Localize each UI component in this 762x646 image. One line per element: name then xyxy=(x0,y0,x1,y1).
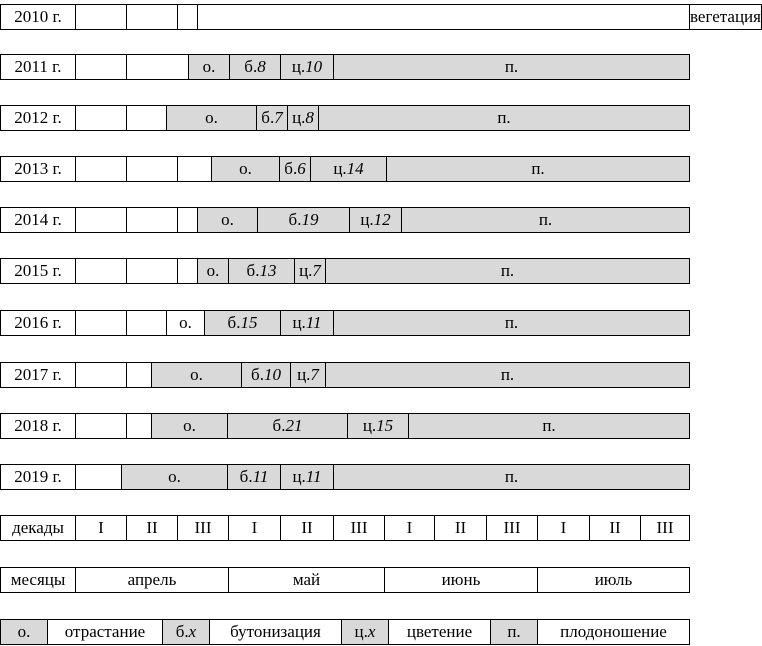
phase-flowering-days: 7 xyxy=(310,365,319,384)
legend-code-label: б. xyxy=(175,622,189,641)
phase-flowering-label: ц. xyxy=(362,416,377,435)
phase-regrowth xyxy=(211,156,280,182)
phase-regrowth xyxy=(166,105,257,131)
phase-flowering-label: ц. xyxy=(292,313,306,332)
empty-cell xyxy=(75,258,127,284)
months-label: месяцы xyxy=(0,567,76,593)
phase-budding xyxy=(204,310,281,336)
year-label: 2018 г. xyxy=(0,413,76,439)
phase-regrowth xyxy=(197,258,229,284)
phase-flowering-days: 11 xyxy=(305,467,322,486)
phase-flowering xyxy=(280,310,334,336)
month-cell: июнь xyxy=(384,567,538,593)
legend-code xyxy=(341,619,389,645)
phase-fruiting xyxy=(318,105,690,131)
year-label: 2010 г. xyxy=(0,4,76,30)
phase-regrowth xyxy=(188,54,230,80)
months-row xyxy=(0,567,694,593)
empty-cell xyxy=(126,362,152,388)
year-label: 2017 г. xyxy=(0,362,76,388)
year-label: 2019 г. xyxy=(0,464,76,490)
legend-text: бутонизация xyxy=(209,619,342,645)
phase-budding-days: 11 xyxy=(252,467,269,486)
decade-cell: III xyxy=(486,515,538,541)
phase-flowering xyxy=(280,464,334,490)
year-row xyxy=(0,4,761,30)
phase-budding-label: б. xyxy=(227,313,241,332)
phase-budding xyxy=(256,105,288,131)
phase-budding-days: 6 xyxy=(297,159,306,178)
phase-budding xyxy=(228,258,295,284)
phase-budding xyxy=(229,54,281,80)
phase-fruiting xyxy=(333,54,690,80)
empty-cell xyxy=(197,4,690,30)
phase-budding xyxy=(227,464,281,490)
decades-label: декады xyxy=(0,515,76,541)
month-cell: июль xyxy=(537,567,690,593)
decade-cell: III xyxy=(640,515,690,541)
year-row xyxy=(0,464,694,490)
phase-flowering-days: 11 xyxy=(305,313,322,332)
year-label: 2016 г. xyxy=(0,310,76,336)
phase-regrowth xyxy=(166,310,205,336)
legend-code xyxy=(162,619,210,645)
phase-flowering-label: ц. xyxy=(333,159,347,178)
phase-fruiting-label: п. xyxy=(504,313,519,332)
phase-regrowth-label: о. xyxy=(202,57,216,76)
year-row xyxy=(0,310,694,336)
legend-code-label: п. xyxy=(507,622,521,641)
phase-budding xyxy=(257,207,350,233)
phase-flowering-days: 14 xyxy=(346,159,364,178)
phase-regrowth xyxy=(197,207,258,233)
phase-regrowth-label: о. xyxy=(205,108,218,127)
empty-cell xyxy=(75,362,127,388)
phase-budding-days: 13 xyxy=(259,261,277,280)
phase-regrowth-label: о. xyxy=(183,416,196,435)
phase-flowering xyxy=(280,54,334,80)
phase-fruiting-label: п. xyxy=(504,57,519,76)
empty-cell xyxy=(177,4,198,30)
phase-budding-label: б. xyxy=(244,57,258,76)
year-label: 2014 г. xyxy=(0,207,76,233)
phase-budding xyxy=(227,413,348,439)
empty-cell xyxy=(75,4,127,30)
phase-regrowth xyxy=(121,464,228,490)
phase-fruiting xyxy=(333,310,690,336)
year-row xyxy=(0,258,694,284)
decade-cell: I xyxy=(228,515,281,541)
phase-flowering-label: ц. xyxy=(291,57,306,76)
decade-cell: III xyxy=(333,515,385,541)
empty-cell xyxy=(75,207,127,233)
year-row xyxy=(0,156,694,182)
phase-fruiting-label: п. xyxy=(538,210,553,229)
legend-row xyxy=(0,619,694,645)
phase-budding xyxy=(241,362,291,388)
decade-cell: II xyxy=(126,515,178,541)
decade-cell: II xyxy=(434,515,487,541)
phase-flowering xyxy=(294,258,326,284)
phase-flowering-days: 8 xyxy=(305,108,314,127)
phase-fruiting-label: п. xyxy=(542,416,556,435)
phase-regrowth-label: о. xyxy=(206,261,220,280)
phase-flowering-label: ц. xyxy=(292,108,306,127)
empty-cell xyxy=(75,310,127,336)
empty-cell xyxy=(177,258,198,284)
phase-flowering-label: ц. xyxy=(360,210,374,229)
phase-flowering xyxy=(349,207,402,233)
phase-budding-label: б. xyxy=(261,108,275,127)
phase-budding-days: 15 xyxy=(240,313,258,332)
phase-flowering xyxy=(310,156,387,182)
phase-flowering-label: ц. xyxy=(299,261,313,280)
empty-cell xyxy=(75,464,122,490)
phase-regrowth xyxy=(151,362,242,388)
year-row xyxy=(0,362,694,388)
phase-flowering-days: 12 xyxy=(373,210,391,229)
phase-vegetation-label: вегетация xyxy=(690,7,761,26)
phase-budding-days: 19 xyxy=(301,210,319,229)
legend-code-var: x xyxy=(367,622,376,641)
phase-fruiting-label: п. xyxy=(531,159,545,178)
decade-cell: III xyxy=(177,515,229,541)
phase-flowering-label: ц. xyxy=(297,365,311,384)
phase-fruiting xyxy=(333,464,690,490)
phase-fruiting-label: п. xyxy=(500,365,515,384)
phase-budding-label: б. xyxy=(272,416,286,435)
phase-fruiting xyxy=(401,207,690,233)
empty-cell xyxy=(75,156,127,182)
phase-flowering-label: ц. xyxy=(292,467,306,486)
phase-budding-label: б. xyxy=(246,261,260,280)
empty-cell xyxy=(126,4,178,30)
empty-cell xyxy=(75,54,127,80)
phase-fruiting xyxy=(408,413,690,439)
phase-fruiting-label: п. xyxy=(497,108,511,127)
legend-text: плодоношение xyxy=(537,619,690,645)
decade-cell: II xyxy=(280,515,334,541)
phase-budding-days: 8 xyxy=(257,57,266,76)
phase-regrowth-label: о. xyxy=(179,313,192,332)
year-label: 2011 г. xyxy=(0,54,76,80)
empty-cell xyxy=(126,156,178,182)
month-cell: май xyxy=(228,567,385,593)
empty-cell xyxy=(75,413,127,439)
month-cell: апрель xyxy=(75,567,229,593)
legend-code-var: x xyxy=(188,622,197,641)
phase-flowering-days: 10 xyxy=(305,57,323,76)
decade-cell: I xyxy=(537,515,590,541)
year-row xyxy=(0,54,694,80)
phase-regrowth-label: о. xyxy=(221,210,234,229)
legend-text: цветение xyxy=(388,619,491,645)
phase-flowering xyxy=(287,105,319,131)
phase-fruiting xyxy=(325,362,690,388)
legend-code-label: ц. xyxy=(354,622,368,641)
empty-cell xyxy=(126,413,152,439)
phase-regrowth-label: о. xyxy=(239,159,252,178)
phase-flowering-days: 15 xyxy=(376,416,394,435)
legend-code xyxy=(0,619,48,645)
year-row xyxy=(0,105,694,131)
phase-flowering xyxy=(290,362,326,388)
year-row xyxy=(0,207,694,233)
empty-cell xyxy=(126,310,167,336)
decade-cell: I xyxy=(75,515,127,541)
empty-cell xyxy=(75,105,127,131)
phase-regrowth-label: о. xyxy=(190,365,203,384)
phase-budding-label: б. xyxy=(239,467,253,486)
legend-code xyxy=(490,619,538,645)
phase-flowering-days: 7 xyxy=(312,261,321,280)
year-row xyxy=(0,413,694,439)
empty-cell xyxy=(126,258,178,284)
decade-cell: II xyxy=(589,515,641,541)
phase-fruiting xyxy=(325,258,690,284)
empty-cell xyxy=(126,105,167,131)
phase-budding xyxy=(279,156,311,182)
phase-budding-label: б. xyxy=(288,210,302,229)
phase-budding-label: б. xyxy=(251,365,264,384)
legend-code-label: о. xyxy=(17,622,31,641)
phase-fruiting-label: п. xyxy=(500,261,515,280)
decades-row xyxy=(0,515,694,541)
decade-cell: I xyxy=(384,515,435,541)
phase-fruiting xyxy=(386,156,690,182)
year-label: 2012 г. xyxy=(0,105,76,131)
phase-budding-days: 7 xyxy=(274,108,283,127)
empty-cell xyxy=(177,156,212,182)
legend-text: отрастание xyxy=(47,619,163,645)
empty-cell xyxy=(177,207,198,233)
phase-budding-days: 10 xyxy=(263,365,281,384)
empty-cell xyxy=(126,54,189,80)
year-label: 2015 г. xyxy=(0,258,76,284)
empty-cell xyxy=(126,207,178,233)
year-label: 2013 г. xyxy=(0,156,76,182)
phase-regrowth-label: о. xyxy=(168,467,181,486)
phase-vegetation xyxy=(689,4,762,30)
phase-fruiting-label: п. xyxy=(504,467,519,486)
phase-flowering xyxy=(347,413,409,439)
phase-budding-days: 21 xyxy=(285,416,303,435)
phase-budding-label: б. xyxy=(284,159,298,178)
phase-regrowth xyxy=(151,413,228,439)
